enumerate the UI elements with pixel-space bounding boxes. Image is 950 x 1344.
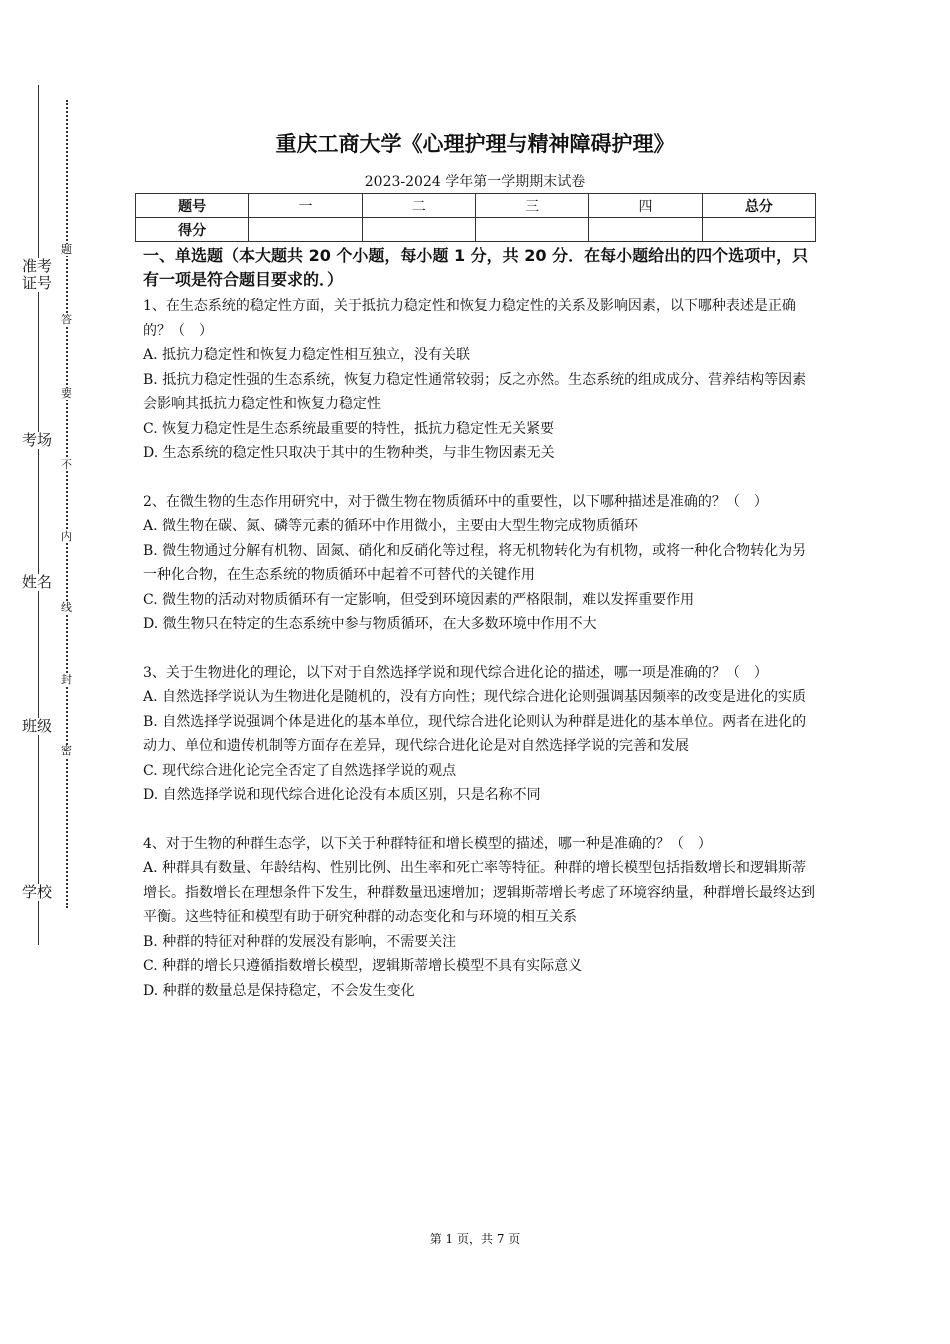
exam-title: 重庆工商大学《心理护理与精神障碍护理》 bbox=[275, 132, 675, 156]
score-cell bbox=[475, 218, 588, 242]
score-cell bbox=[362, 218, 475, 242]
seal-char: 答 bbox=[61, 313, 72, 326]
seal-dotted-line bbox=[66, 100, 68, 908]
option-a: A. 微生物在碳、氮、磷等元素的循环中作用微小，主要由大型生物完成物质循环 bbox=[143, 518, 639, 534]
section-heading: 一、单选题（本大题共 20 个小题，每小题 1 分，共 20 分．在每小题给出的四个选项中，只有一项是符合题目要求的．） bbox=[143, 246, 809, 289]
option-a: A. 自然选择学说认为生物进化是随机的，没有方向性；现代综合进化论则强调基因频率的改变是进化的实质 bbox=[143, 689, 807, 705]
question-3 bbox=[143, 661, 815, 808]
option-a: A. 抵抗力稳定性和恢复力稳定性相互独立，没有关联 bbox=[143, 347, 471, 363]
label-class: 班级 bbox=[22, 717, 53, 735]
score-table bbox=[135, 193, 816, 242]
score-cell bbox=[702, 218, 815, 242]
question-1 bbox=[143, 294, 815, 466]
label-exam-number: 准考证号 bbox=[22, 257, 53, 292]
page-footer: 第 1 页，共 7 页 bbox=[429, 1232, 521, 1246]
option-b: B. 种群的特征对种群的发展没有影响，不需要关注 bbox=[143, 933, 457, 950]
binding-line bbox=[38, 85, 39, 945]
option-c: C. 微生物的活动对物质循环有一定影响，但受到环境因素的严格限制，难以发挥重要作用 bbox=[143, 591, 695, 608]
score-header-cell: 四 bbox=[589, 194, 702, 218]
question-stem: 4、对于生物的种群生态学，以下关于种群特征和增长模型的描述，哪一种是准确的？（ ） bbox=[143, 835, 712, 852]
score-header-cell: 题号 bbox=[136, 194, 249, 218]
exam-content bbox=[143, 244, 815, 1003]
seal-char: 不 bbox=[61, 458, 72, 471]
label-exam-room: 考场 bbox=[22, 431, 53, 449]
option-b: B. 抵抗力稳定性强的生态系统，恢复力稳定性通常较弱；反之亦然。生态系统的组成成分、营养结构等因素会影响其抵抗力稳定性和恢复力稳定性 bbox=[143, 371, 807, 412]
option-a: A. 种群具有数量、年龄结构、性别比例、出生率和死亡率等特征。种群的增长模型包括指数增长和逻辑斯蒂增长。指数增长在理想条件下发生，种群数量迅速增加；逻辑斯蒂增长考虑了环境容纳量，种群增长最终达到平衡。这些特征和模型有助于研究种群的动态变化和与环境的相互关系 bbox=[143, 860, 815, 925]
option-c: C. 现代综合进化论完全否定了自然选择学说的观点 bbox=[143, 762, 457, 779]
option-d: D. 自然选择学说和现代综合进化论没有本质区别，只是名称不同 bbox=[143, 787, 541, 803]
seal-char: 题 bbox=[61, 243, 72, 256]
option-d: D. 生态系统的稳定性只取决于其中的生物种类，与非生物因素无关 bbox=[143, 445, 555, 461]
question-stem: 2、在微生物的生态作用研究中，对于微生物在物质循环中的重要性，以下哪种描述是准确的？（ ） bbox=[143, 493, 768, 510]
question-2 bbox=[143, 490, 815, 637]
option-d: D. 微生物只在特定的生态系统中参与物质循环，在大多数环境中作用不大 bbox=[143, 616, 597, 632]
seal-char: 要 bbox=[61, 387, 72, 400]
seal-char: 封 bbox=[61, 673, 72, 686]
question-stem: 1、在生态系统的稳定性方面，关于抵抗力稳定性和恢复力稳定性的关系及影响因素，以下哪种表述是正确的？（ ） bbox=[143, 298, 796, 339]
score-table-header-row bbox=[136, 194, 816, 218]
score-row-label: 得分 bbox=[136, 218, 249, 242]
score-header-cell: 三 bbox=[475, 194, 588, 218]
seal-char: 密 bbox=[61, 744, 72, 757]
seal-char: 线 bbox=[61, 601, 72, 614]
question-stem: 3、关于生物进化的理论，以下对于自然选择学说和现代综合进化论的描述，哪一项是准确的？（ ） bbox=[143, 664, 768, 681]
label-name: 姓名 bbox=[22, 573, 53, 591]
score-cell bbox=[249, 218, 362, 242]
label-school: 学校 bbox=[22, 883, 53, 901]
score-table-score-row bbox=[136, 218, 816, 242]
option-d: D. 种群的数量总是保持稳定，不会发生变化 bbox=[143, 982, 415, 999]
seal-char: 内 bbox=[61, 530, 72, 543]
option-b: B. 微生物通过分解有机物、固氮、硝化和反硝化等过程，将无机物转化为有机物，或将一种化合物转化为另一种化合物，在生态系统的物质循环中起着不可替代的关键作用 bbox=[143, 542, 807, 583]
score-header-cell: 二 bbox=[362, 194, 475, 218]
option-c: C. 种群的增长只遵循指数增长模型，逻辑斯蒂增长模型不具有实际意义 bbox=[143, 958, 583, 974]
option-b: B. 自然选择学说强调个体是进化的基本单位，现代综合进化论则认为种群是进化的基本单位。两者在进化的动力、单位和遗传机制等方面存在差异，现代综合进化论是对自然选择学说的完善和发展 bbox=[143, 713, 807, 754]
score-header-cell: 一 bbox=[249, 194, 362, 218]
score-header-cell: 总分 bbox=[702, 194, 815, 218]
option-c: C. 恢复力稳定性是生态系统最重要的特性，抵抗力稳定性无关紧要 bbox=[143, 420, 555, 437]
exam-subtitle: 2023-2024 学年第一学期期末试卷 bbox=[364, 174, 586, 190]
question-4 bbox=[143, 832, 815, 1004]
score-cell bbox=[589, 218, 702, 242]
